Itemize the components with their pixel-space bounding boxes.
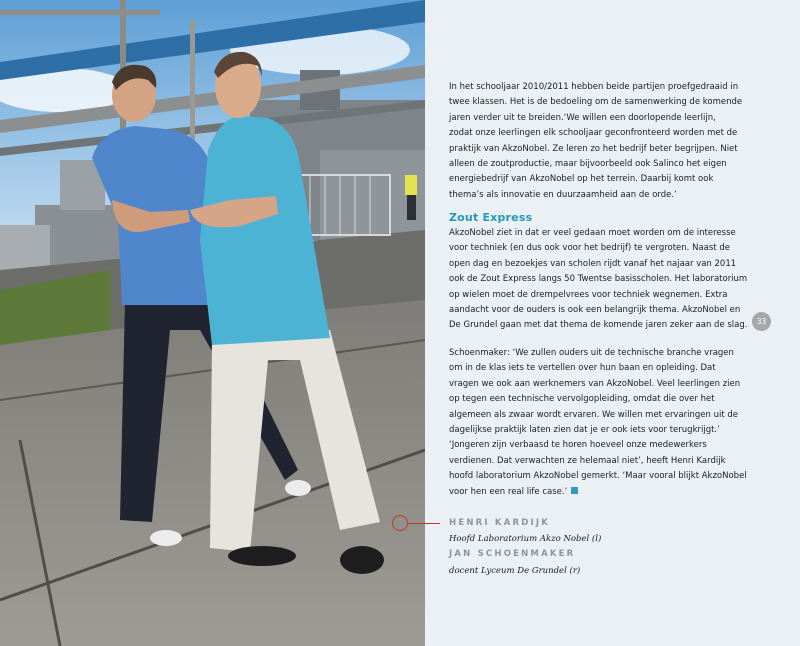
caption-person-name: JAN SCHOENMAKER	[449, 549, 576, 559]
caption-person-role: docent Lyceum De Grundel (r)	[449, 566, 581, 576]
article-paragraph: AkzoNobel ziet in dat er veel gedaan moet worden om de interesse voor techniek (en dus ook voor het bedrijf) te vergroten. Naast de open dag en bezoekjes van scholen rijdt vanaf het najaar van 2011 ook de Zout Express langs 50 Twentse basisscholen. Het laboratorium op wielen moet de drempelvrees voor techniek wegnemen. Extra aandacht voor de ouders is ook een belangrijk thema. AkzoNobel en De Grundel gaan met dat thema de komende jaren zeker aan de slag.	[449, 228, 748, 331]
caption-marker-icon	[392, 515, 408, 531]
article-paragraph	[449, 346, 767, 500]
caption-person-name: HENRI KARDIJK	[449, 518, 550, 528]
article-paragraph-text: Schoenmaker: ‘We zullen ouders uit de technische branche vragen om in de klas iets te vertellen over hun baan en opleiding. Dat vragen we ook aan werknemers van AkzoNobel. Veel leerlingen zien op tegen een technische vervolgopleiding, omdat die over het algemeen als zwaar wordt ervaren. We willen met ervaringen uit de dagelijkse praktijk laten zien dat je er ook iets voor terugkrijgt.’ ‘Jongeren zijn verbaasd te horen hoeveel onze medewerkers verdienen. Dat verwachten ze helemaal niet’, heeft Henri Kardijk hoofd laboratorium AkzoNobel gemerkt. ‘Maar vooral blijkt AkzoNobel voor hen een real life case.’	[449, 348, 747, 497]
section-heading: Zout Express	[449, 211, 533, 224]
caption-leader-line	[408, 523, 440, 524]
page-number: 33	[752, 312, 771, 331]
end-of-article-mark	[571, 487, 578, 494]
article-paragraph: In het schooljaar 2010/2011 hebben beide partijen proefgedraaid in twee klassen. Het is de bedoeling om de samenwerking de komende jaren verder uit te breiden.‘We willen een doorlopende leerlijn, zodat onze leerlingen elk schooljaar geconfronteerd worden met de praktijk van AkzoNobel. Ze leren zo het bedrijf beter begrijpen. Niet alleen de zoutproductie, maar bijvoorbeeld ook Salinco het eigen energiebedrijf van AkzoNobel op het terrein. Daarbij komt ook thema’s als innovatie en duurzaamheid aan de orde.’	[449, 82, 743, 200]
caption-person-role: Hoofd Laboratorium Akzo Nobel (l)	[449, 534, 602, 544]
